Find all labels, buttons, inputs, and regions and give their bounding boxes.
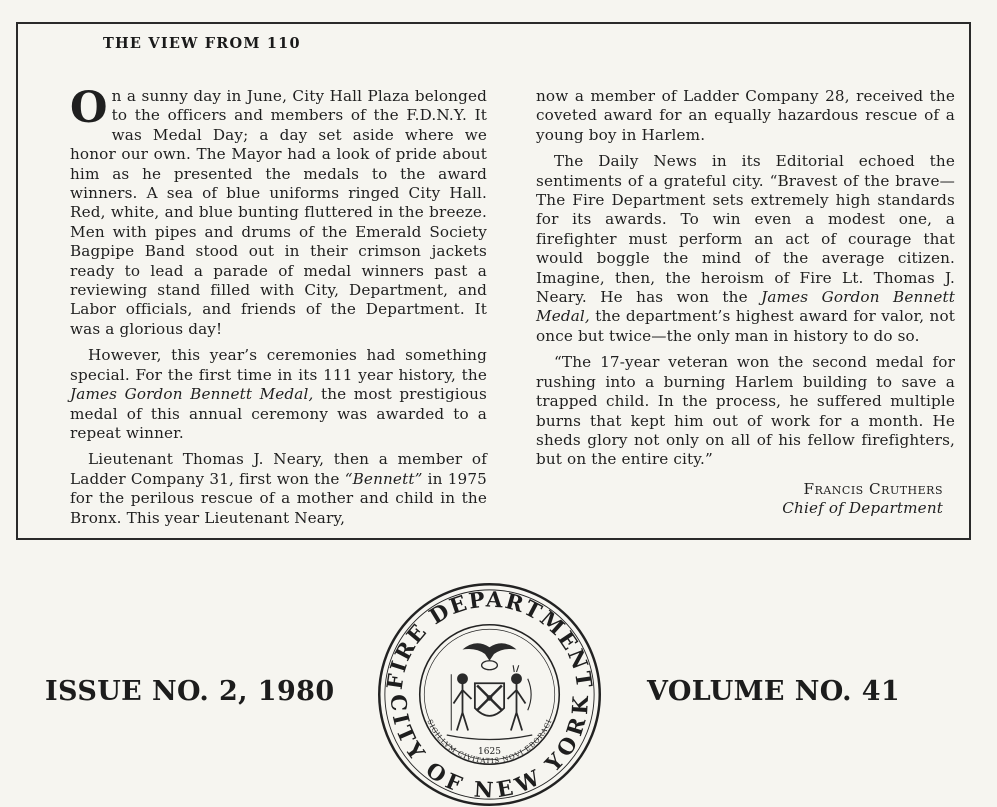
medal-name: James Gordon Bennett Medal, xyxy=(70,385,314,404)
seal-motto: SIGILLVM CIVITATIS NOVI EBORACI xyxy=(425,718,554,765)
medal-nickname: “Bennett” xyxy=(344,469,423,488)
paragraph-text: However, this year’s ceremonies had something special. For the first time in its 111 year history, the xyxy=(70,346,487,384)
column-title: THE VIEW FROM 110 xyxy=(98,35,306,52)
paragraph-text: Lieutenant Thomas J. Neary, then a member of Ladder Company 31, first won the xyxy=(70,450,487,488)
drop-cap: O xyxy=(70,83,108,133)
article-paragraph xyxy=(536,152,955,346)
editorial-box xyxy=(16,22,971,540)
signature-title: Chief of Department xyxy=(782,499,943,518)
seal-top-text: FIRE DEPARTMENT xyxy=(382,587,597,692)
signature-block xyxy=(536,480,955,519)
article-paragraph xyxy=(70,346,487,443)
fdny-seal-logo xyxy=(377,582,602,807)
article-paragraph: now a member of Ladder Company 28, received the coveted award for an equally hazardous rescue of a young boy in Harlem. xyxy=(536,87,955,144)
article-paragraph: “The 17-year veteran won the second medal for rushing into a burning Harlem building to save a trapped child. In the process, he suffered multiple burns that kept him out of work for a month. He sheds glory not only on all of his fellow firefighters, but on the entire city.” xyxy=(536,353,955,469)
article-left-column xyxy=(70,83,487,535)
seal-bottom-text: CITY OF NEW YORK xyxy=(384,693,595,804)
paragraph-text: the department’s highest award for valor, not once but twice—the only man in history to do so. xyxy=(536,307,955,345)
signature-name: Francis Cruthers xyxy=(803,479,943,498)
paragraph-text: The Daily News in its Editorial echoed the sentiments of a grateful city. “Bravest of the brave—The Fire Department sets extremely high standards for its awards. To win even a modest one, a firefighter must perform an act of courage that would boggle the mind of the average citizen. Imagine, then, the heroism of Fire Lt. Thomas J. Neary. He has won the xyxy=(536,152,955,307)
paragraph-text: the most prestigious medal of this annual ceremony was awarded to a repeat winner. xyxy=(70,385,487,442)
medal-name: James Gordon Bennett Medal, xyxy=(536,288,955,326)
issue-number: ISSUE NO. 2, 1980 xyxy=(45,676,335,707)
seal-year: 1625 xyxy=(478,747,501,758)
volume-number: VOLUME NO. 41 xyxy=(647,676,901,707)
paragraph-text: n a sunny day in June, City Hall Plaza belonged to the officers and members of the F.D.N.Y. It was Medal Day; a day set aside where we honor our own. The Mayor had a look of pride about him as he presented the medals to the award winners. A sea of blue uniforms ringed City Hall. Red, white, and blue bunting fluttered in the breeze. Men with pipes and drums of the Emerald Society Bagpipe Band stood out in their crimson jackets ready to lead a parade of medal winners past a reviewing stand filled with City, Department, and Labor officials, and friends of the Department. It was a glorious day! xyxy=(70,87,487,338)
article-paragraph xyxy=(70,83,487,339)
paragraph-text: in 1975 for the perilous rescue of a mother and child in the Bronx. This year Lieutenant Neary, xyxy=(70,469,487,527)
article-paragraph xyxy=(70,450,487,528)
article-right-column xyxy=(536,87,955,519)
